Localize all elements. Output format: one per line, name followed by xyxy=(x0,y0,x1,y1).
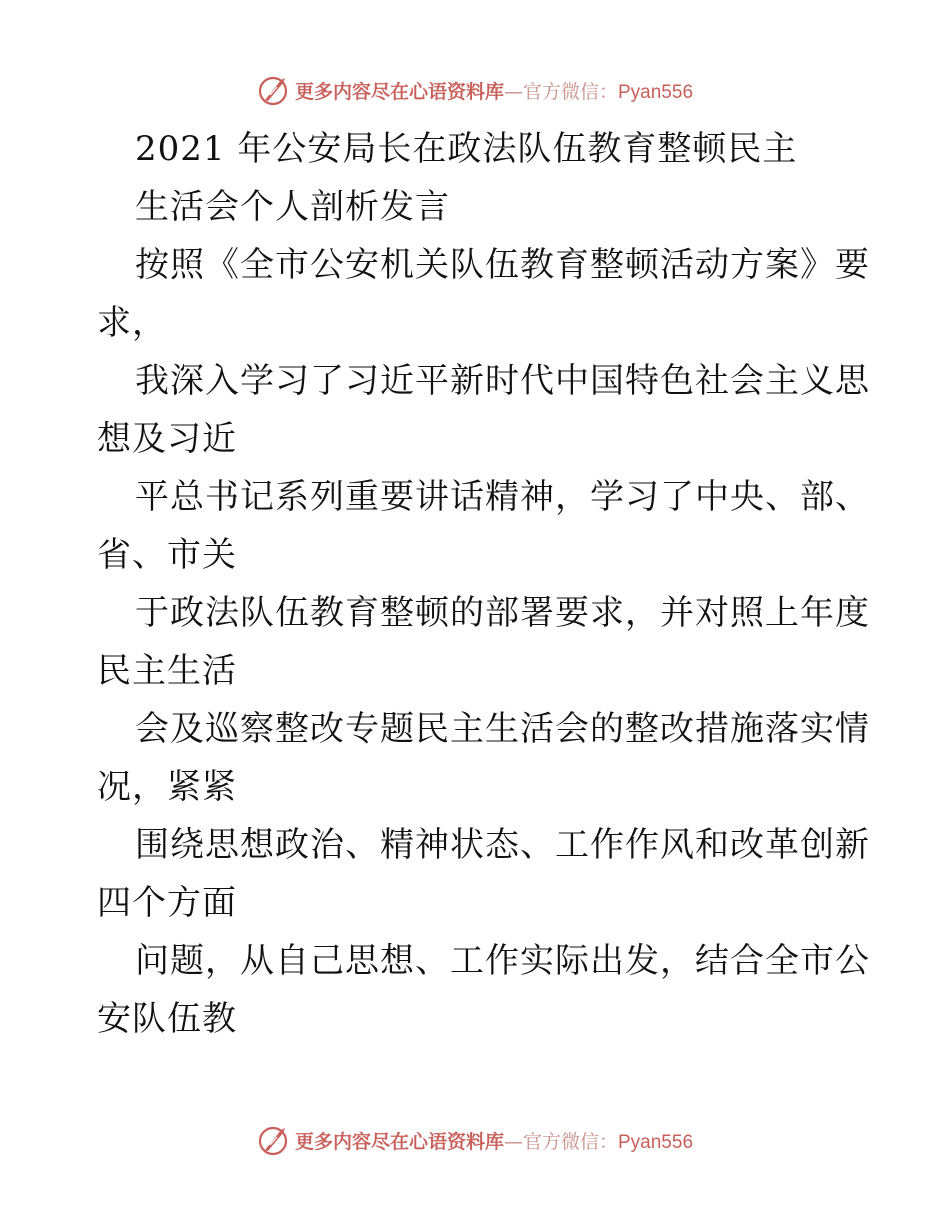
paragraph-line: 按照《全市公安机关队伍教育整顿活动方案》要 xyxy=(135,245,870,285)
paragraph-line: 省、市关 xyxy=(97,535,237,575)
header-banner xyxy=(0,68,950,112)
paragraph-line: 民主生活 xyxy=(97,651,237,691)
banner-text xyxy=(295,77,693,104)
banner-dash: — xyxy=(503,1130,523,1153)
paragraph-line: 况，紧紧 xyxy=(97,767,237,807)
banner-library-text: 更多内容尽在心语资料库 xyxy=(294,80,504,103)
paragraph-line: 四个方面 xyxy=(97,883,237,923)
paragraph-line: 平总书记系列重要讲话精神，学习了中央、部、 xyxy=(135,477,870,517)
paragraph-line: 于政法队伍教育整顿的部署要求，并对照上年度 xyxy=(135,593,870,633)
banner-wechat-label: 官方微信： xyxy=(522,80,618,103)
paragraph-line: 求， xyxy=(97,303,167,343)
banner-library-text: 更多内容尽在心语资料库 xyxy=(294,1130,504,1153)
paragraph-line: 想及习近 xyxy=(97,419,237,459)
document-title-line-1: 2021 年公安局长在政法队伍教育整顿民主 xyxy=(135,129,798,169)
banner-wechat-label: 官方微信： xyxy=(522,1130,618,1153)
quill-pen-logo-icon xyxy=(257,1123,291,1157)
footer-banner xyxy=(0,1118,950,1162)
paragraph-line: 安队伍教 xyxy=(97,999,237,1039)
paragraph-line: 会及巡察整改专题民主生活会的整改措施落实情 xyxy=(135,709,870,749)
banner-dash: — xyxy=(503,80,523,103)
paragraph-line: 问题，从自己思想、工作实际出发，结合全市公 xyxy=(135,941,870,981)
banner-text xyxy=(295,1127,693,1154)
quill-pen-logo-icon xyxy=(257,73,291,107)
banner-wechat-id: Pyan556 xyxy=(618,81,694,103)
paragraph-line: 围绕思想政治、精神状态、工作作风和改革创新 xyxy=(135,825,870,865)
document-body xyxy=(97,120,870,1048)
banner-wechat-id: Pyan556 xyxy=(618,1131,694,1153)
document-title-line-2: 生活会个人剖析发言 xyxy=(135,187,450,227)
paragraph-line: 我深入学习了习近平新时代中国特色社会主义思 xyxy=(135,361,870,401)
